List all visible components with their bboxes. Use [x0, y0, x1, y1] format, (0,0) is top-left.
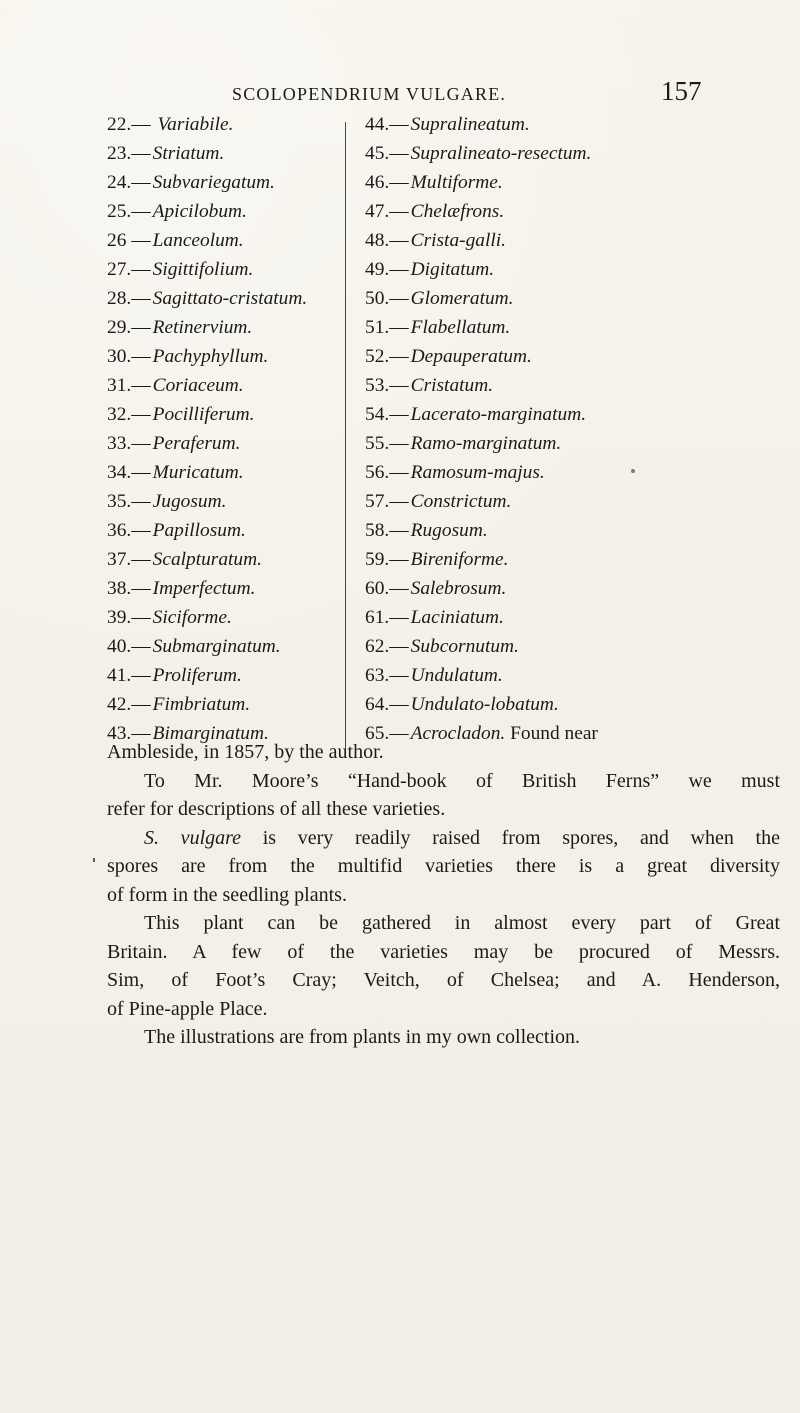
- entry-number: 61.—: [365, 607, 409, 628]
- variety-entry: [365, 110, 780, 139]
- body-line: This plant can be gathered in almost every part of Great: [144, 912, 780, 934]
- entry-number: 27.—: [107, 259, 151, 280]
- entry-number: 32.—: [107, 404, 151, 425]
- variety-entry: [107, 168, 340, 197]
- variety-entry: [365, 284, 780, 313]
- variety-entry: [365, 458, 780, 487]
- entry-number: 30.—: [107, 346, 151, 367]
- entry-number: 35.—: [107, 491, 151, 512]
- entry-number: 58.—: [365, 520, 409, 541]
- variety-entry: [365, 632, 780, 661]
- entry-number: 63.—: [365, 665, 409, 686]
- variety-entry: [365, 690, 780, 719]
- variety-entry: [107, 226, 340, 255]
- variety-entry: [107, 603, 340, 632]
- body-text: [107, 738, 780, 1052]
- variety-entry: [107, 632, 340, 661]
- entry-name: Flabellatum.: [410, 317, 511, 338]
- body-line: of Pine-apple Place.: [107, 997, 268, 1020]
- entry-name: Salebrosum.: [410, 578, 507, 599]
- variety-entry: [107, 284, 340, 313]
- variety-entry: [107, 574, 340, 603]
- entry-name: Sagittato-cristatum.: [152, 288, 308, 309]
- entry-number: 56.—: [365, 462, 409, 483]
- variety-entry: [107, 139, 340, 168]
- entry-number: 29.—: [107, 317, 151, 338]
- entry-number: 28.—: [107, 288, 151, 309]
- entry-number: 60.—: [365, 578, 409, 599]
- entry-number: 65.—: [365, 723, 409, 744]
- variety-entry: [365, 545, 780, 574]
- running-title: SCOLOPENDRIUM VULGARE.: [232, 84, 507, 104]
- entry-number: 26 —: [107, 230, 151, 251]
- entry-number: 37.—: [107, 549, 151, 570]
- variety-entry: [365, 516, 780, 545]
- entry-number: 42.—: [107, 694, 151, 715]
- entry-name: Undulatum.: [410, 665, 503, 686]
- body-line: [107, 824, 780, 853]
- entry-name: Sigittifolium.: [152, 259, 254, 280]
- variety-entry: [107, 429, 340, 458]
- entry-number: 52.—: [365, 346, 409, 367]
- variety-entry: [365, 603, 780, 632]
- entry-number: 36.—: [107, 520, 151, 541]
- variety-entry: [365, 342, 780, 371]
- variety-entry: [107, 487, 340, 516]
- entry-name: Digitatum.: [410, 259, 495, 280]
- entry-number: 64.—: [365, 694, 409, 715]
- entry-name: Supralineatum.: [410, 114, 530, 135]
- entry-number: 39.—: [107, 607, 151, 628]
- entry-name: Cristatum.: [410, 375, 494, 396]
- entry-name: Depauperatum.: [410, 346, 532, 367]
- entry-name: Acrocladon.: [410, 723, 506, 744]
- variety-list-right: [365, 110, 780, 748]
- entry-number: 24.—: [107, 172, 151, 193]
- variety-entry: [365, 487, 780, 516]
- entry-number: 50.—: [365, 288, 409, 309]
- entry-name: Papillosum.: [152, 520, 246, 541]
- variety-entry: [365, 197, 780, 226]
- entry-name: Rugosum.: [410, 520, 488, 541]
- entry-number: 48.—: [365, 230, 409, 251]
- variety-entry: [107, 516, 340, 545]
- variety-entry: [107, 400, 340, 429]
- entry-number: 38.—: [107, 578, 151, 599]
- entry-name: Apicilobum.: [152, 201, 247, 222]
- variety-entry: [365, 371, 780, 400]
- entry-name: Subvariegatum.: [152, 172, 275, 193]
- variety-entry: [365, 226, 780, 255]
- entry-number: 41.—: [107, 665, 151, 686]
- variety-entry: [365, 313, 780, 342]
- entry-number: 45.—: [365, 143, 409, 164]
- entry-name: Scalpturatum.: [152, 549, 262, 570]
- print-speck: [631, 469, 635, 473]
- variety-entry: [365, 139, 780, 168]
- variety-entry: [365, 429, 780, 458]
- entry-number: 31.—: [107, 375, 151, 396]
- body-line: To Mr. Moore’s “Hand-book of British Ferns” we must: [144, 769, 780, 792]
- entry-number: 59.—: [365, 549, 409, 570]
- entry-name: Siciforme.: [152, 607, 232, 628]
- column-divider: [345, 122, 346, 757]
- entry-name: Chelæfrons.: [410, 201, 505, 222]
- variety-entry: [365, 661, 780, 690]
- entry-name: Lanceolum.: [152, 230, 244, 251]
- variety-entry: [107, 110, 340, 139]
- entry-name: Bireniforme.: [410, 549, 509, 570]
- page-header: [0, 70, 800, 110]
- variety-entry: [365, 574, 780, 603]
- entry-name: Bimarginatum.: [152, 723, 269, 744]
- body-line: Britain. A few of the varieties may be procured of Messrs.: [107, 940, 780, 963]
- variety-entry: [107, 255, 340, 284]
- variety-entry: [107, 313, 340, 342]
- entry-name: Muricatum.: [152, 462, 244, 483]
- entry-name: Imperfectum.: [152, 578, 256, 599]
- variety-list-left: [107, 110, 340, 748]
- entry-number: 54.—: [365, 404, 409, 425]
- variety-entry: [107, 545, 340, 574]
- entry-name: Supralineato-resectum.: [410, 143, 592, 164]
- entry-name: Retinervium.: [152, 317, 253, 338]
- entry-number: 51.—: [365, 317, 409, 338]
- entry-name: Variabile.: [157, 114, 234, 135]
- variety-entry: [365, 400, 780, 429]
- entry-number: 25.—: [107, 201, 151, 222]
- entry-name: Laciniatum.: [410, 607, 504, 628]
- entry-name: Pocilliferum.: [152, 404, 255, 425]
- entry-name: Ramosum-majus.: [410, 462, 545, 483]
- entry-number: 53.—: [365, 375, 409, 396]
- variety-entry: [107, 690, 340, 719]
- variety-entry: [365, 255, 780, 284]
- entry-name: Striatum.: [152, 143, 225, 164]
- entry-number: 46.—: [365, 172, 409, 193]
- entry-name: Crista-galli.: [410, 230, 506, 251]
- entry-name: Coriaceum.: [152, 375, 244, 396]
- entry-name: Glomeratum.: [410, 288, 514, 309]
- entry-number: 33.—: [107, 433, 151, 454]
- entry-name: Lacerato-marginatum.: [410, 404, 587, 425]
- entry-suffix: Found near: [505, 723, 598, 744]
- entry-name: Multiforme.: [410, 172, 503, 193]
- entry-number: 62.—: [365, 636, 409, 657]
- print-speck: [93, 858, 95, 862]
- variety-entry: [107, 371, 340, 400]
- body-line: Sim, of Foot’s Cray; Veitch, of Chelsea; and A. Henderson,: [107, 969, 780, 991]
- variety-entry: [365, 168, 780, 197]
- variety-entry: [107, 458, 340, 487]
- variety-entry: [107, 197, 340, 226]
- entry-name: Pachyphyllum.: [152, 346, 269, 367]
- body-line: spores are from the multifid varieties there is a great diversity: [107, 855, 780, 877]
- entry-name: Submarginatum.: [152, 636, 281, 657]
- variety-entry: [107, 342, 340, 371]
- entry-name: Peraferum.: [152, 433, 241, 454]
- entry-number: 23.—: [107, 143, 151, 164]
- body-line: The illustrations are from plants in my own collection.: [144, 1026, 581, 1048]
- entry-name: Ramo-marginatum.: [410, 433, 562, 454]
- entry-number: 43.—: [107, 723, 151, 744]
- entry-name: Subcornutum.: [410, 636, 519, 657]
- entry-number: 57.—: [365, 491, 409, 512]
- body-line-text: is very readily raised from spores, and when the: [241, 826, 780, 849]
- page-number: 157: [661, 76, 702, 106]
- entry-number: 47.—: [365, 201, 409, 222]
- entry-number: 44.—: [365, 114, 409, 135]
- body-line: Ambleside, in 1857, by the author.: [107, 741, 384, 763]
- entry-number: 49.—: [365, 259, 409, 280]
- species-name: S. vulgare: [144, 826, 242, 849]
- entry-name: Undulato-lobatum.: [410, 694, 559, 715]
- entry-number: 40.—: [107, 636, 151, 657]
- entry-name: Constrictum.: [410, 491, 512, 512]
- entry-number: 22.—: [107, 114, 156, 135]
- entry-name: Jugosum.: [152, 491, 227, 512]
- entry-number: 34.—: [107, 462, 151, 483]
- entry-name: Proliferum.: [152, 665, 242, 686]
- variety-entry: [107, 661, 340, 690]
- entry-number: 55.—: [365, 433, 409, 454]
- body-line: of form in the seedling plants.: [107, 883, 347, 906]
- body-line: refer for descriptions of all these varieties.: [107, 798, 446, 820]
- entry-name: Fimbriatum.: [152, 694, 251, 715]
